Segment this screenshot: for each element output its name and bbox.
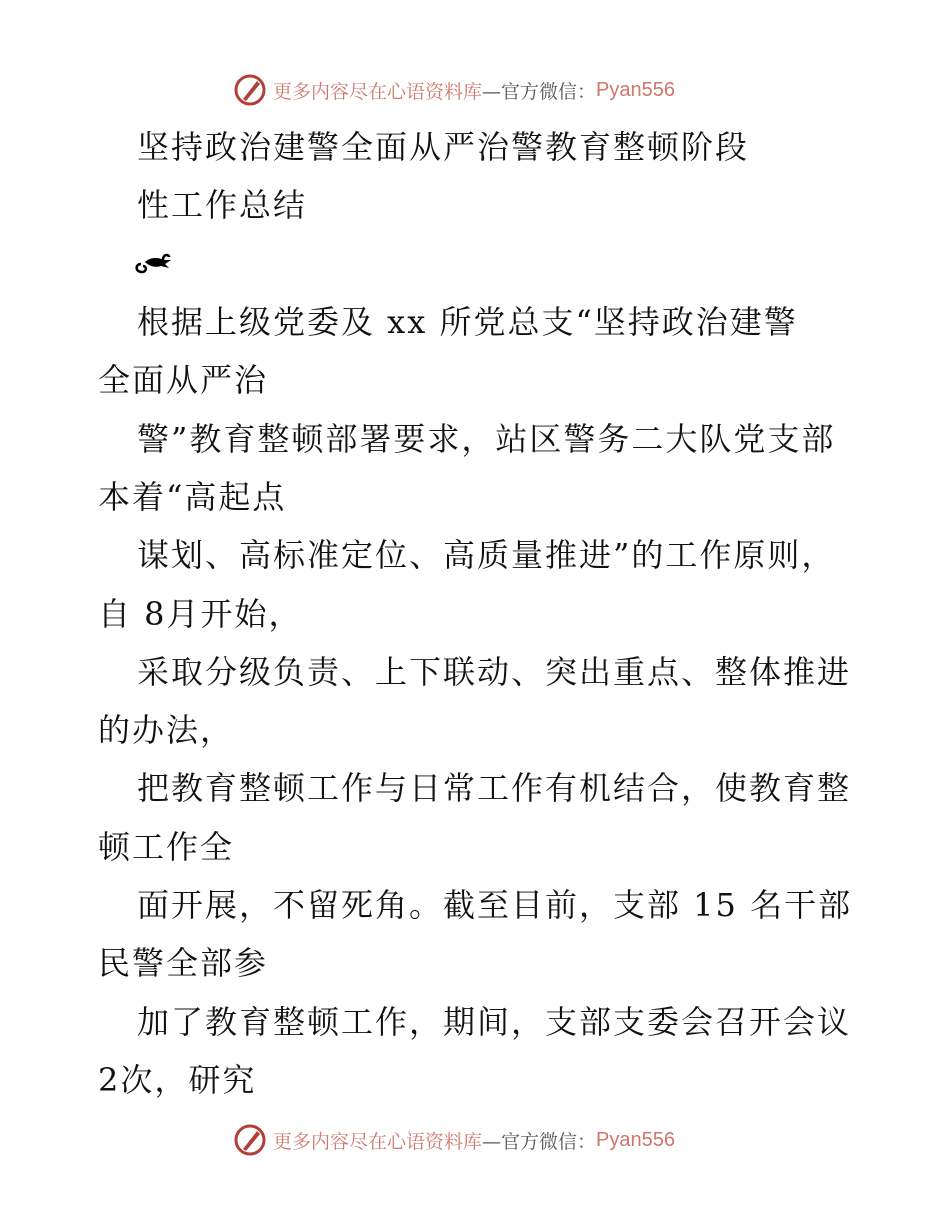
title-line-1: 坚持政治建警全面从严治警教育整顿阶段 — [137, 128, 750, 166]
body-line: 根据上级党委及 xx 所党总支“坚持政治建警 — [137, 303, 798, 341]
pen-logo-icon — [233, 1123, 267, 1157]
body-line: 本着“高起点 — [98, 477, 287, 516]
body-line: 自 8月开始， — [98, 594, 303, 633]
title-line-2: 性工作总结 — [137, 186, 308, 224]
body-line: 顿工作全 — [98, 827, 235, 866]
body-line: 采取分级负责、上下联动、突出重点、整体推进 — [137, 652, 852, 691]
footer-watermark — [233, 1122, 675, 1158]
body-line: 民警全部参 — [98, 944, 269, 983]
watermark-sep: —官方微信： — [482, 80, 597, 103]
watermark-site: 更多内容尽在心语资料库 — [273, 80, 483, 103]
body-line: 把教育整顿工作与日常工作有机结合，使教育整 — [137, 769, 852, 808]
body-line: 的办法， — [98, 711, 235, 750]
pen-logo-icon — [233, 73, 267, 107]
body-line: 谋划、高标准定位、高质量推进”的工作原则， — [137, 536, 836, 575]
watermark-wechat: Pyan556 — [596, 1128, 675, 1151]
body-line: 加了教育整顿工作，期间，支部支委会召开会议 — [137, 1002, 852, 1041]
watermark-wechat: Pyan556 — [596, 78, 675, 101]
body-line: 警”教育整顿部署要求，站区警务二大队党支部 — [137, 419, 836, 458]
watermark-site: 更多内容尽在心语资料库 — [273, 1130, 483, 1153]
header-watermark — [233, 72, 675, 108]
watermark-sep: —官方微信： — [482, 1130, 597, 1153]
floral-ornament-icon — [133, 250, 175, 276]
body-line: 全面从严治 — [98, 361, 269, 400]
body-line: 2次，研究 — [98, 1060, 257, 1099]
body-line: 面开展，不留死角。截至目前，支部 15 名干部 — [137, 886, 853, 924]
